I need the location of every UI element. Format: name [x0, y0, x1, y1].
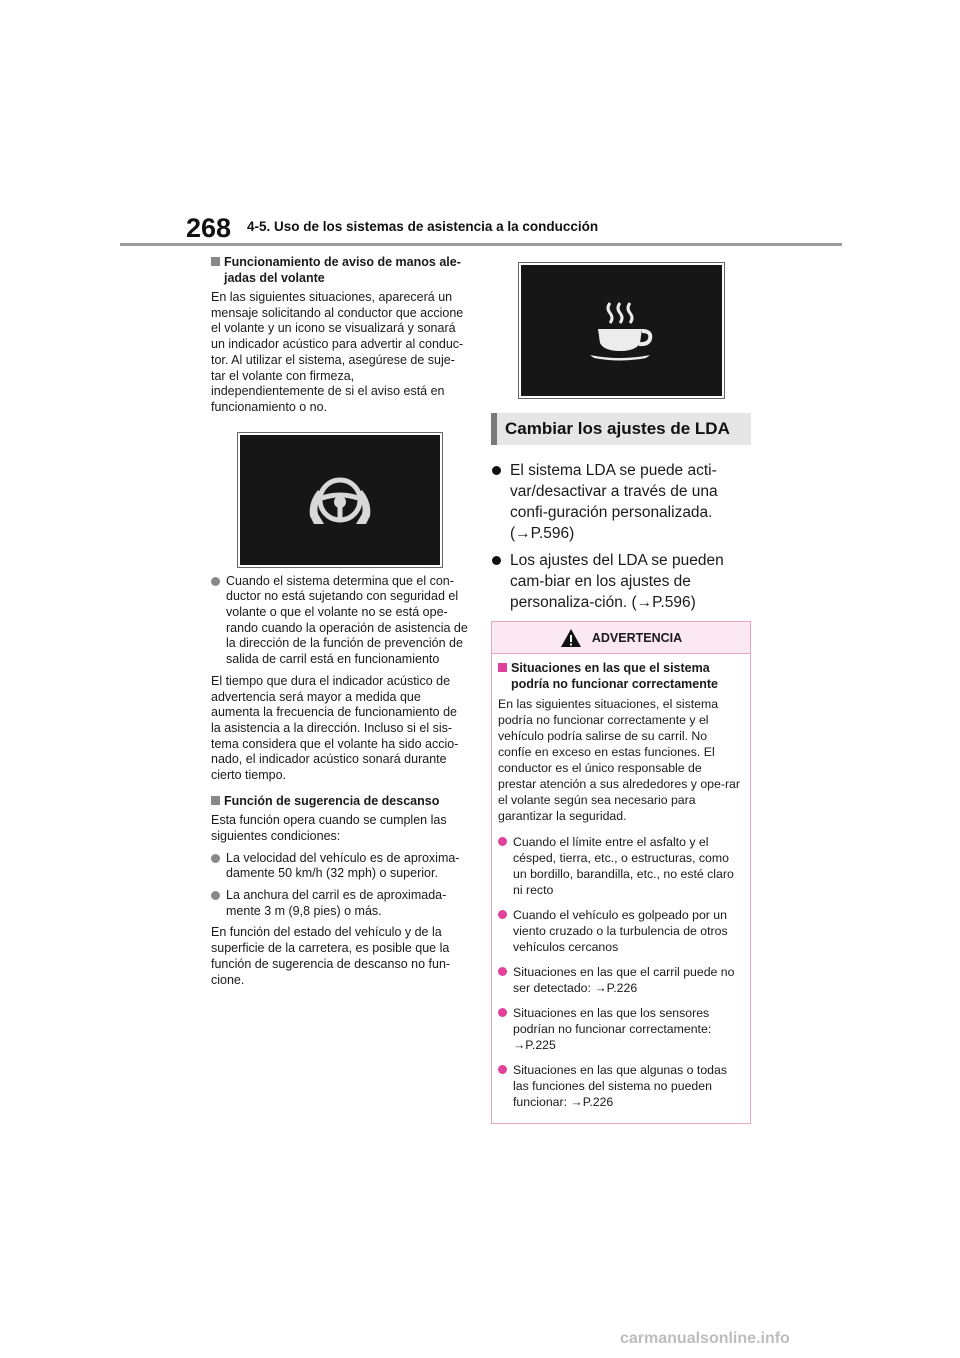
square-bullet-icon — [211, 257, 220, 266]
list-item: Cuando el sistema determina que el con-ductor no está sujetando con seguridad el volante o que el volante no se está ope-rando cuando la operación de asistencia de la dirección de la función de prevención de salida de carril está en funcionamiento — [211, 574, 469, 668]
square-bullet-icon — [211, 796, 220, 805]
list-item: Cuando el límite entre el asfalto y el césped, tierra, etc., o estructuras, como un bordillo, barandilla, etc., no esté claro ni recto — [498, 834, 743, 898]
bullet-dot-icon — [498, 910, 507, 919]
bullet-dot-icon — [498, 967, 507, 976]
hands-on-steering-wheel-icon — [304, 472, 376, 528]
left-column — [211, 255, 469, 994]
section-heading: Función de sugerencia de descanso — [211, 794, 469, 810]
coffee-cup-icon — [588, 299, 656, 363]
bullet-dot-icon — [211, 891, 220, 900]
list-item: La velocidad del vehículo es de aproxima-damente 50 km/h (32 mph) o superior. — [211, 851, 469, 882]
section-title: 4-5. Uso de los sistemas de asistencia a la conducción — [247, 219, 599, 234]
list-item: Situaciones en las que el carril puede no ser detectado: →P.226 — [498, 964, 743, 996]
right-column — [491, 262, 751, 1124]
lda-settings-heading: Cambiar los ajustes de LDA — [491, 413, 751, 445]
list-item: El sistema LDA se puede acti-var/desactivar a través de una confi-guración personalizada. (→P.596) — [491, 460, 751, 544]
warning-paragraph: En las siguientes situaciones, el sistema podría no funcionar correctamente y el vehículo podría salirse de su carril. No confíe en exceso en estas funciones. El conductor es el único responsable de prestar atención a sus alrededores y ope-rar el volante según sea necesario para garantizar la seguridad. — [498, 697, 740, 823]
warning-box — [491, 621, 751, 1124]
warning-title: ADVERTENCIA — [591, 630, 683, 645]
bullet-dot-icon — [211, 577, 220, 586]
list-item: La anchura del carril es de aproximada-mente 3 m (9,8 pies) o más. — [211, 888, 469, 919]
warning-heading: Situaciones en las que el sistema podría no funcionar correctamente — [498, 661, 743, 692]
rest-suggestion-display — [518, 262, 725, 399]
bullet-dot-icon — [492, 466, 501, 475]
list-item: Cuando el vehículo es golpeado por un viento cruzado o la turbulencia de otros vehículos cercanos — [498, 907, 743, 955]
bullet-dot-icon — [498, 1065, 507, 1074]
section-heading: Funcionamiento de aviso de manos ale-jadas del volante — [211, 255, 469, 286]
square-bullet-icon — [498, 663, 507, 672]
paragraph: El tiempo que dura el indicador acústico de advertencia será mayor a medida que aumenta la frecuencia de funcionamiento de la asistencia a la dirección. Incluso si el sis-tema considera que el volante ha sido accio-nado, el indicador acústico sonará durante cierto tiempo. — [211, 673, 459, 783]
list-item: Situaciones en las que los sensores podrían no funcionar correctamente: →P.225 — [498, 1005, 743, 1053]
warning-header — [492, 622, 750, 654]
paragraph: En las siguientes situaciones, aparecerá un mensaje solicitando al conductor que accione el volante y un icono se visualizará y sonará un indicador acústico para advertir al conduc-tor. Al utilizar el sistema, asegúrese de suje-tar el volante con firmeza, independientemente de si el aviso está en funcionamiento o no. — [211, 290, 464, 414]
watermark: carmanualsonline.info — [620, 1330, 790, 1347]
hands-off-wheel-display — [237, 432, 443, 568]
bullet-dot-icon — [211, 854, 220, 863]
warning-triangle-icon — [560, 628, 582, 648]
paragraph: En función del estado del vehículo y de la superficie de la carretera, es posible que la función de sugerencia de descanso no fun-cione. — [211, 925, 451, 987]
bullet-dot-icon — [492, 556, 501, 565]
list-item: Situaciones en las que algunas o todas las funciones del sistema no pueden funcionar: →P.226 — [498, 1062, 743, 1110]
header-divider — [120, 243, 842, 246]
paragraph: Esta función opera cuando se cumplen las siguientes condiciones: — [211, 813, 447, 843]
bullet-dot-icon — [498, 1008, 507, 1017]
list-item: Los ajustes del LDA se pueden cam-biar en los ajustes de personaliza-ción. (→P.596) — [491, 550, 751, 613]
bullet-dot-icon — [498, 837, 507, 846]
page-number: 268 — [186, 213, 232, 243]
